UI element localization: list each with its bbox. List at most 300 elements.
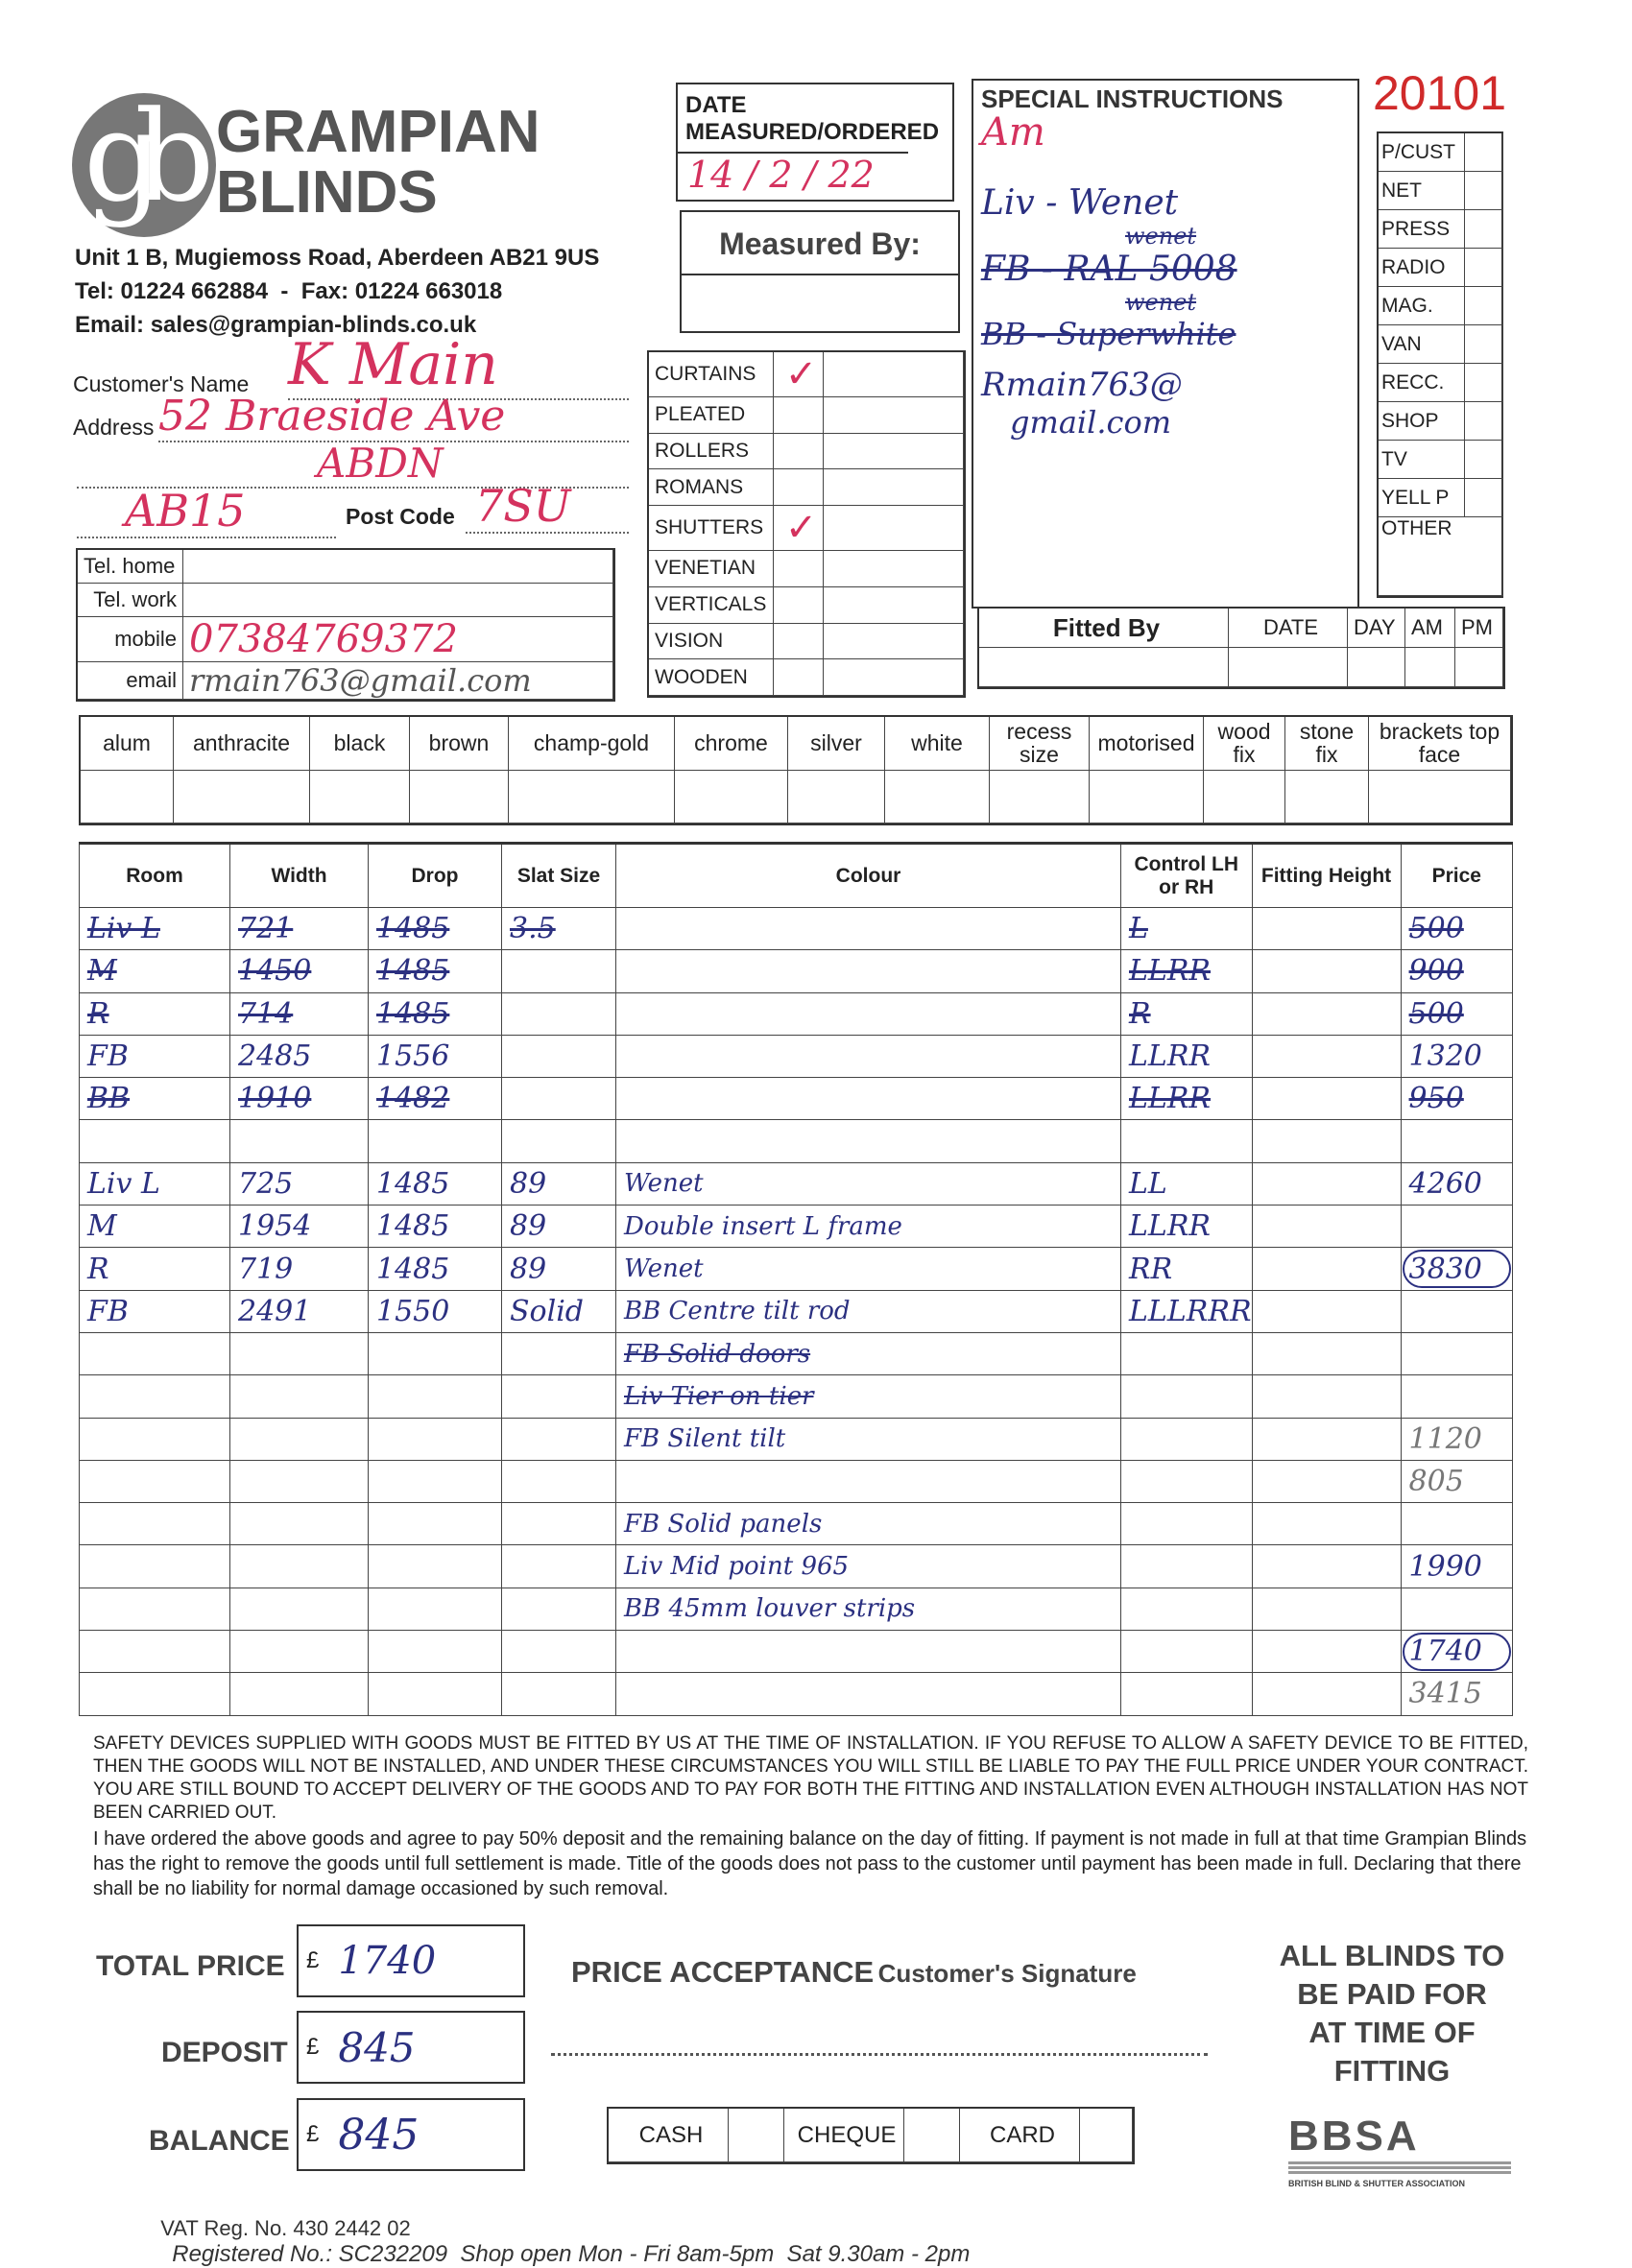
cell-room[interactable]: M xyxy=(80,1206,230,1248)
cell-room[interactable]: BB xyxy=(80,1078,230,1120)
deposit-box[interactable] xyxy=(297,2011,525,2084)
company-address: Unit 1 B, Mugiemoss Road, Aberdeen AB21 9US xyxy=(75,245,600,271)
cell-room[interactable] xyxy=(80,1332,230,1374)
currency-symbol: £ xyxy=(306,2121,320,2147)
cell-control[interactable]: LL xyxy=(1121,1162,1253,1205)
cell-height[interactable] xyxy=(1252,1248,1401,1290)
column-header-drop: Drop xyxy=(369,844,502,908)
cell-drop[interactable] xyxy=(369,1673,502,1715)
agreement-terms: I have ordered the above goods and agree to pay 50% deposit and the remaining balance on the day of fitting. If payment is not made in full at that time Grampian Blinds has the right to remove the goods until full settlement is made. Title of the goods does not pass to the customer until payment has been made in full. Declaring that there shall be no liability for normal damage occasioned by such removal. xyxy=(93,1828,1527,1899)
cell-height[interactable] xyxy=(1252,1035,1401,1077)
source-net: NET xyxy=(1379,172,1465,210)
cell-price[interactable] xyxy=(1401,1375,1512,1418)
cell-drop[interactable] xyxy=(369,1460,502,1502)
colour-option-checkbox[interactable] xyxy=(788,771,885,824)
blind-type-checkbox[interactable]: ✓ xyxy=(774,352,824,397)
source-press: PRESS xyxy=(1379,210,1465,249)
cell-price[interactable]: 1320 xyxy=(1401,1035,1512,1077)
cell-price[interactable]: 4260 xyxy=(1401,1162,1512,1205)
fitted-date-field[interactable] xyxy=(1229,648,1348,687)
cell-slat[interactable] xyxy=(502,1631,616,1673)
cell-colour[interactable]: FB Solid panels xyxy=(616,1503,1121,1545)
cell-drop[interactable]: 1485 xyxy=(369,992,502,1035)
cell-control[interactable]: LLLRRR xyxy=(1121,1290,1253,1332)
cell-price[interactable] xyxy=(1401,1290,1512,1332)
cell-width[interactable] xyxy=(230,1545,369,1588)
cell-width[interactable]: 725 xyxy=(230,1162,369,1205)
order-table xyxy=(79,842,1513,1716)
cell-height[interactable] xyxy=(1252,1120,1401,1162)
table-row xyxy=(80,1290,1513,1332)
address-label: Address xyxy=(73,415,155,440)
source-checkbox[interactable] xyxy=(1465,287,1503,325)
si-line: wenet xyxy=(1125,223,1197,250)
source-checkbox[interactable] xyxy=(1465,441,1503,479)
blind-type-checkbox[interactable] xyxy=(774,624,824,660)
cell-colour[interactable]: FB Silent tilt xyxy=(616,1418,1121,1460)
cell-slat[interactable] xyxy=(502,992,616,1035)
payment-cheque-checkbox[interactable] xyxy=(904,2109,960,2162)
source-tv: TV xyxy=(1379,441,1465,479)
cell-colour[interactable] xyxy=(616,1120,1121,1162)
colour-option-checkbox[interactable] xyxy=(310,771,410,824)
signature-line[interactable] xyxy=(551,2052,1208,2056)
source-checkbox[interactable] xyxy=(1465,249,1503,287)
colour-option-checkbox[interactable] xyxy=(174,771,310,824)
colour-option-wood: wood fix xyxy=(1204,717,1285,771)
cell-drop[interactable]: 1485 xyxy=(369,950,502,992)
blind-type-checkbox[interactable] xyxy=(774,397,824,434)
cell-control[interactable] xyxy=(1121,1545,1253,1588)
colour-option-black: black xyxy=(310,717,410,771)
cell-slat[interactable] xyxy=(502,1588,616,1630)
colour-option-alum: alum xyxy=(81,717,174,771)
email-field[interactable]: rmain763@gmail.com xyxy=(183,662,613,700)
payment-cash-checkbox[interactable] xyxy=(729,2109,784,2162)
cell-height[interactable] xyxy=(1252,950,1401,992)
cell-room[interactable]: Liv L xyxy=(80,1162,230,1205)
cell-height[interactable] xyxy=(1252,1290,1401,1332)
cell-price[interactable]: 805 xyxy=(1401,1460,1512,1502)
si-line: wenet xyxy=(1125,289,1197,316)
colour-option-checkbox[interactable] xyxy=(885,771,990,824)
cell-height[interactable] xyxy=(1252,1206,1401,1248)
cell-control[interactable]: RR xyxy=(1121,1248,1253,1290)
date-value[interactable]: 14 / 2 / 22 xyxy=(687,154,875,196)
cell-slat[interactable] xyxy=(502,1460,616,1502)
table-row xyxy=(80,1418,1513,1460)
cell-width[interactable]: 2491 xyxy=(230,1290,369,1332)
fitted-by-box xyxy=(977,607,1505,689)
cell-colour[interactable] xyxy=(616,1460,1121,1502)
cell-price[interactable] xyxy=(1401,1332,1512,1374)
cell-drop[interactable]: 1482 xyxy=(369,1078,502,1120)
cell-height[interactable] xyxy=(1252,1673,1401,1715)
cell-height[interactable] xyxy=(1252,1332,1401,1374)
cell-room[interactable]: Liv L xyxy=(80,908,230,950)
source-shop: SHOP xyxy=(1379,402,1465,441)
si-line: Am xyxy=(981,110,1045,155)
blind-type-checkbox[interactable] xyxy=(774,434,824,470)
cell-drop[interactable] xyxy=(369,1545,502,1588)
blind-type-curtains: CURTAINS xyxy=(649,352,774,397)
blind-type-notes[interactable] xyxy=(824,587,964,624)
column-header-slat: Slat Size xyxy=(502,844,616,908)
measured-by-value[interactable] xyxy=(682,275,958,331)
date-box xyxy=(676,83,954,202)
source-radio: RADIO xyxy=(1379,249,1465,287)
table-row xyxy=(80,1120,1513,1162)
cell-width[interactable]: 721 xyxy=(230,908,369,950)
cell-room[interactable]: R xyxy=(80,1248,230,1290)
cell-slat[interactable]: Solid xyxy=(502,1290,616,1332)
cell-price[interactable] xyxy=(1401,1206,1512,1248)
cell-room[interactable] xyxy=(80,1375,230,1418)
cell-colour[interactable] xyxy=(616,908,1121,950)
source-checkbox[interactable] xyxy=(1465,172,1503,210)
cell-price[interactable]: 950 xyxy=(1401,1078,1512,1120)
cell-colour[interactable]: Wenet xyxy=(616,1248,1121,1290)
safety-terms: SAFETY DEVICES SUPPLIED WITH GOODS MUST BE FITTED BY US AT THE TIME OF INSTALLATION. IF YOU REFUSE TO ALLOW A SAFETY DEVICE TO BE FITTED, THEN THE GOODS WILL NOT BE INSTALLED, AND UNDER THESE CIRCUMSTANCES YOU WILL STILL BE LIABLE TO PAY THE FULL PRICE UNDER YOUR CONTRACT. YOU ARE STILL BOUND TO ACCEPT DELIVERY OF THE GOODS AND TO PAY FOR BOTH THE FITTING AND INSTALLATION EVEN ALTHOUGH INSTALLATION HAS NOT BEEN CARRIED OUT. xyxy=(93,1733,1528,1823)
cell-height[interactable] xyxy=(1252,992,1401,1035)
cell-control[interactable] xyxy=(1121,1120,1253,1162)
cell-control[interactable]: LLRR xyxy=(1121,950,1253,992)
fitted-day-field[interactable] xyxy=(1348,648,1405,687)
cell-room[interactable] xyxy=(80,1503,230,1545)
cell-drop[interactable]: 1550 xyxy=(369,1290,502,1332)
cell-price[interactable]: 3830 xyxy=(1401,1248,1512,1290)
cell-slat[interactable]: 89 xyxy=(502,1206,616,1248)
cell-drop[interactable]: 1485 xyxy=(369,1162,502,1205)
customer-name-field[interactable]: K Main xyxy=(288,331,629,400)
cell-control[interactable] xyxy=(1121,1673,1253,1715)
cell-price[interactable]: 1990 xyxy=(1401,1545,1512,1588)
cell-colour[interactable]: Liv Tier on tier xyxy=(616,1375,1121,1418)
cell-room[interactable]: M xyxy=(80,950,230,992)
column-header-colour: Colour xyxy=(616,844,1121,908)
blind-type-notes[interactable] xyxy=(824,352,964,397)
cell-width[interactable] xyxy=(230,1375,369,1418)
cell-height[interactable] xyxy=(1252,1588,1401,1630)
blind-type-notes[interactable] xyxy=(824,551,964,587)
source-checkbox[interactable] xyxy=(1465,325,1503,364)
total-price-box[interactable] xyxy=(297,1924,525,1997)
cell-drop[interactable] xyxy=(369,1588,502,1630)
colour-option-motorised: motorised xyxy=(1090,717,1204,771)
cell-colour[interactable] xyxy=(616,1035,1121,1077)
notice-line: FITTING xyxy=(1333,2054,1451,2088)
cell-control[interactable] xyxy=(1121,1375,1253,1418)
source-checkbox[interactable] xyxy=(1465,364,1503,402)
cell-price[interactable] xyxy=(1401,1588,1512,1630)
cell-drop[interactable] xyxy=(369,1631,502,1673)
colour-option-checkbox[interactable] xyxy=(1090,771,1204,824)
blind-type-verticals: VERTICALS xyxy=(649,587,774,624)
cell-width[interactable]: 714 xyxy=(230,992,369,1035)
cell-room[interactable]: R xyxy=(80,992,230,1035)
cell-slat[interactable]: 89 xyxy=(502,1248,616,1290)
cell-control[interactable]: LLRR xyxy=(1121,1206,1253,1248)
colour-option-checkbox[interactable] xyxy=(675,771,788,824)
blind-type-notes[interactable] xyxy=(824,506,964,551)
cell-price[interactable]: 500 xyxy=(1401,992,1512,1035)
table-row xyxy=(80,992,1513,1035)
tel-home-field[interactable] xyxy=(183,550,613,584)
cell-colour[interactable] xyxy=(616,1631,1121,1673)
cell-width[interactable] xyxy=(230,1673,369,1715)
cell-width[interactable]: 719 xyxy=(230,1248,369,1290)
cell-slat[interactable]: 89 xyxy=(502,1162,616,1205)
cell-colour[interactable] xyxy=(616,1673,1121,1715)
cell-slat[interactable] xyxy=(502,1418,616,1460)
order-number: 20101 xyxy=(1373,66,1507,120)
cell-control[interactable] xyxy=(1121,1631,1253,1673)
cell-drop[interactable] xyxy=(369,1503,502,1545)
source-yellp: YELL P xyxy=(1379,479,1465,517)
price-acceptance-subtitle: Customer's Signature xyxy=(877,1959,1137,1988)
cell-room[interactable] xyxy=(80,1588,230,1630)
payment-method xyxy=(607,2107,1135,2164)
fitted-by-label: Fitted By xyxy=(979,609,1229,648)
cell-width[interactable]: 1450 xyxy=(230,950,369,992)
blind-type-notes[interactable] xyxy=(824,659,964,696)
blind-type-vision: VISION xyxy=(649,624,774,660)
colour-option-checkbox[interactable] xyxy=(509,771,675,824)
cell-room[interactable] xyxy=(80,1631,230,1673)
fitted-pm-field[interactable] xyxy=(1455,648,1503,687)
cell-control[interactable] xyxy=(1121,1332,1253,1374)
cell-room[interactable] xyxy=(80,1460,230,1502)
cell-drop[interactable]: 1485 xyxy=(369,908,502,950)
cell-slat[interactable] xyxy=(502,1078,616,1120)
cell-colour[interactable]: Wenet xyxy=(616,1162,1121,1205)
column-header-price: Price xyxy=(1401,844,1512,908)
cell-colour[interactable] xyxy=(616,992,1121,1035)
table-row xyxy=(80,1631,1513,1673)
table-row xyxy=(80,1162,1513,1205)
cell-price[interactable]: 900 xyxy=(1401,950,1512,992)
cell-slat[interactable] xyxy=(502,1035,616,1077)
blind-type-checkbox[interactable] xyxy=(774,587,824,624)
colour-option-brackets: brackets top face xyxy=(1369,717,1511,771)
cell-price[interactable] xyxy=(1401,1503,1512,1545)
cell-width[interactable] xyxy=(230,1460,369,1502)
cell-height[interactable] xyxy=(1252,1078,1401,1120)
cell-slat[interactable]: 3.5 xyxy=(502,908,616,950)
cell-width[interactable]: 1954 xyxy=(230,1206,369,1248)
balance-box[interactable] xyxy=(297,2098,525,2171)
cell-slat[interactable] xyxy=(502,1120,616,1162)
cell-room[interactable]: FB xyxy=(80,1035,230,1077)
cell-colour[interactable] xyxy=(616,1078,1121,1120)
cell-control[interactable]: LLRR xyxy=(1121,1035,1253,1077)
cell-room[interactable] xyxy=(80,1418,230,1460)
cell-colour[interactable]: BB 45mm louver strips xyxy=(616,1588,1121,1630)
registered-info: Registered No.: SC232209 Shop open Mon - Fri 8am-5pm Sat 9.30am - 2pm xyxy=(172,2241,971,2267)
colour-option-checkbox[interactable] xyxy=(81,771,174,824)
colour-option-checkbox[interactable] xyxy=(1204,771,1285,824)
blind-type-checkbox[interactable] xyxy=(774,469,824,506)
vat-number: VAT Reg. No. 430 2442 02 xyxy=(160,2216,411,2240)
measured-by-label: Measured By: xyxy=(682,212,958,275)
cell-room[interactable] xyxy=(80,1545,230,1588)
cell-price[interactable]: 1120 xyxy=(1401,1418,1512,1460)
address-line-2[interactable]: ABDN xyxy=(77,440,629,489)
cell-room[interactable]: FB xyxy=(80,1290,230,1332)
tel-home-label: Tel. home xyxy=(78,550,183,584)
cell-slat[interactable] xyxy=(502,950,616,992)
table-row xyxy=(80,1206,1513,1248)
blind-type-notes[interactable] xyxy=(824,434,964,470)
cell-room[interactable] xyxy=(80,1673,230,1715)
customer-name-label: Customer's Name xyxy=(73,371,250,396)
column-header-control: Control LH or RH xyxy=(1121,844,1253,908)
cell-width[interactable]: 1910 xyxy=(230,1078,369,1120)
blind-type-venetian: VENETIAN xyxy=(649,551,774,587)
address-line-1[interactable]: 52 Braeside Ave xyxy=(158,392,629,442)
footer xyxy=(149,2191,970,2268)
cell-height[interactable] xyxy=(1252,1375,1401,1418)
colour-option-brown: brown xyxy=(410,717,509,771)
colour-option-recess: recess size xyxy=(990,717,1090,771)
cell-control[interactable]: L xyxy=(1121,908,1253,950)
cell-drop[interactable]: 1485 xyxy=(369,1248,502,1290)
column-header-room: Room xyxy=(80,844,230,908)
cell-width[interactable] xyxy=(230,1120,369,1162)
payment-notice xyxy=(1248,1937,1536,2090)
cell-colour[interactable]: Double insert L frame xyxy=(616,1206,1121,1248)
table-row xyxy=(80,908,1513,950)
cell-height[interactable] xyxy=(1252,1418,1401,1460)
source-checkbox[interactable] xyxy=(1465,210,1503,249)
source-checkbox[interactable] xyxy=(1465,479,1503,517)
colour-option-anthracite: anthracite xyxy=(174,717,310,771)
special-instructions xyxy=(972,79,1359,609)
cell-control[interactable] xyxy=(1121,1418,1253,1460)
cell-room[interactable] xyxy=(80,1120,230,1162)
bbsa-caption: BRITISH BLIND & SHUTTER ASSOCIATION xyxy=(1288,2179,1465,2188)
blind-type-shutters: SHUTTERS xyxy=(649,506,774,551)
cell-height[interactable] xyxy=(1252,1503,1401,1545)
cell-control[interactable] xyxy=(1121,1503,1253,1545)
mobile-field[interactable]: 07384769372 xyxy=(183,617,613,662)
source-checkbox[interactable] xyxy=(1465,402,1503,441)
table-row xyxy=(80,1588,1513,1630)
cell-width[interactable]: 2485 xyxy=(230,1035,369,1077)
table-row xyxy=(80,1460,1513,1502)
si-line: gmail.com xyxy=(1010,404,1172,441)
cell-price[interactable]: 1740 xyxy=(1401,1631,1512,1673)
cell-width[interactable] xyxy=(230,1631,369,1673)
cell-colour[interactable]: BB Centre tilt rod xyxy=(616,1290,1121,1332)
blind-type-notes[interactable] xyxy=(824,624,964,660)
cell-control[interactable]: LLRR xyxy=(1121,1078,1253,1120)
colour-option-checkbox[interactable] xyxy=(1285,771,1369,824)
payment-card-checkbox[interactable] xyxy=(1080,2109,1133,2162)
cell-width[interactable] xyxy=(230,1332,369,1374)
blind-type-checkbox[interactable] xyxy=(774,659,824,696)
deposit-value: 845 xyxy=(338,2023,416,2071)
bbsa-logo xyxy=(1288,2115,1511,2188)
colour-option-checkbox[interactable] xyxy=(990,771,1090,824)
source-other: OTHER xyxy=(1379,517,1503,596)
table-row xyxy=(80,1332,1513,1374)
cell-drop[interactable] xyxy=(369,1120,502,1162)
special-instructions-label: SPECIAL INSTRUCTIONS xyxy=(981,84,1284,113)
cell-drop[interactable]: 1556 xyxy=(369,1035,502,1077)
source-checkbox[interactable] xyxy=(1465,133,1503,172)
cell-slat[interactable] xyxy=(502,1332,616,1374)
blind-type-checkbox[interactable]: ✓ xyxy=(774,506,824,551)
fitted-am-field[interactable] xyxy=(1405,648,1455,687)
cell-drop[interactable] xyxy=(369,1332,502,1374)
cell-height[interactable] xyxy=(1252,908,1401,950)
notice-line: BE PAID FOR xyxy=(1297,1977,1487,2011)
cell-control[interactable] xyxy=(1121,1588,1253,1630)
cell-slat[interactable] xyxy=(502,1673,616,1715)
cell-drop[interactable]: 1485 xyxy=(369,1206,502,1248)
colour-options xyxy=(79,715,1524,825)
table-row xyxy=(80,950,1513,992)
cell-width[interactable] xyxy=(230,1588,369,1630)
tel-work-field[interactable] xyxy=(183,584,613,617)
notice-line: ALL BLINDS TO xyxy=(1279,1939,1505,1972)
balance-value: 845 xyxy=(338,2110,420,2160)
cell-control[interactable]: R xyxy=(1121,992,1253,1035)
source-recc: RECC. xyxy=(1379,364,1465,402)
blind-type-notes[interactable] xyxy=(824,397,964,434)
cell-drop[interactable] xyxy=(369,1375,502,1418)
colour-option-checkbox[interactable] xyxy=(1369,771,1511,824)
cell-width[interactable] xyxy=(230,1418,369,1460)
cell-height[interactable] xyxy=(1252,1545,1401,1588)
cell-drop[interactable] xyxy=(369,1418,502,1460)
cell-width[interactable] xyxy=(230,1503,369,1545)
fitted-by-field[interactable] xyxy=(979,648,1229,687)
address-line-3[interactable]: AB15 xyxy=(77,485,336,538)
cell-colour[interactable]: FB Solid doors xyxy=(616,1332,1121,1374)
mobile-label: mobile xyxy=(78,617,183,662)
cell-height[interactable] xyxy=(1252,1631,1401,1673)
cell-price[interactable]: 3415 xyxy=(1401,1673,1512,1715)
colour-option-champ-gold: champ-gold xyxy=(509,717,675,771)
cell-slat[interactable] xyxy=(502,1545,616,1588)
currency-symbol: £ xyxy=(306,1947,320,1973)
blind-type-notes[interactable] xyxy=(824,469,964,506)
blind-type-rollers: ROLLERS xyxy=(649,434,774,470)
blind-type-checkbox[interactable] xyxy=(774,551,824,587)
cell-price[interactable]: 500 xyxy=(1401,908,1512,950)
tel-work-label: Tel. work xyxy=(78,584,183,617)
source-list xyxy=(1377,131,1503,598)
cell-height[interactable] xyxy=(1252,1460,1401,1502)
colour-option-checkbox[interactable] xyxy=(410,771,509,824)
cell-slat[interactable] xyxy=(502,1503,616,1545)
cell-price[interactable] xyxy=(1401,1120,1512,1162)
postcode-field[interactable]: 7SU xyxy=(466,480,629,534)
cell-colour[interactable] xyxy=(616,950,1121,992)
table-row xyxy=(80,1035,1513,1077)
deposit-label: DEPOSIT xyxy=(161,2037,288,2068)
bbsa-logo-text: BBSA xyxy=(1288,2113,1420,2160)
cell-control[interactable] xyxy=(1121,1460,1253,1502)
cell-colour[interactable]: Liv Mid point 965 xyxy=(616,1545,1121,1588)
cell-slat[interactable] xyxy=(502,1375,616,1418)
measured-by-box xyxy=(680,210,960,333)
cell-height[interactable] xyxy=(1252,1162,1401,1205)
colour-option-silver: silver xyxy=(788,717,885,771)
colour-option-white: white xyxy=(885,717,990,771)
